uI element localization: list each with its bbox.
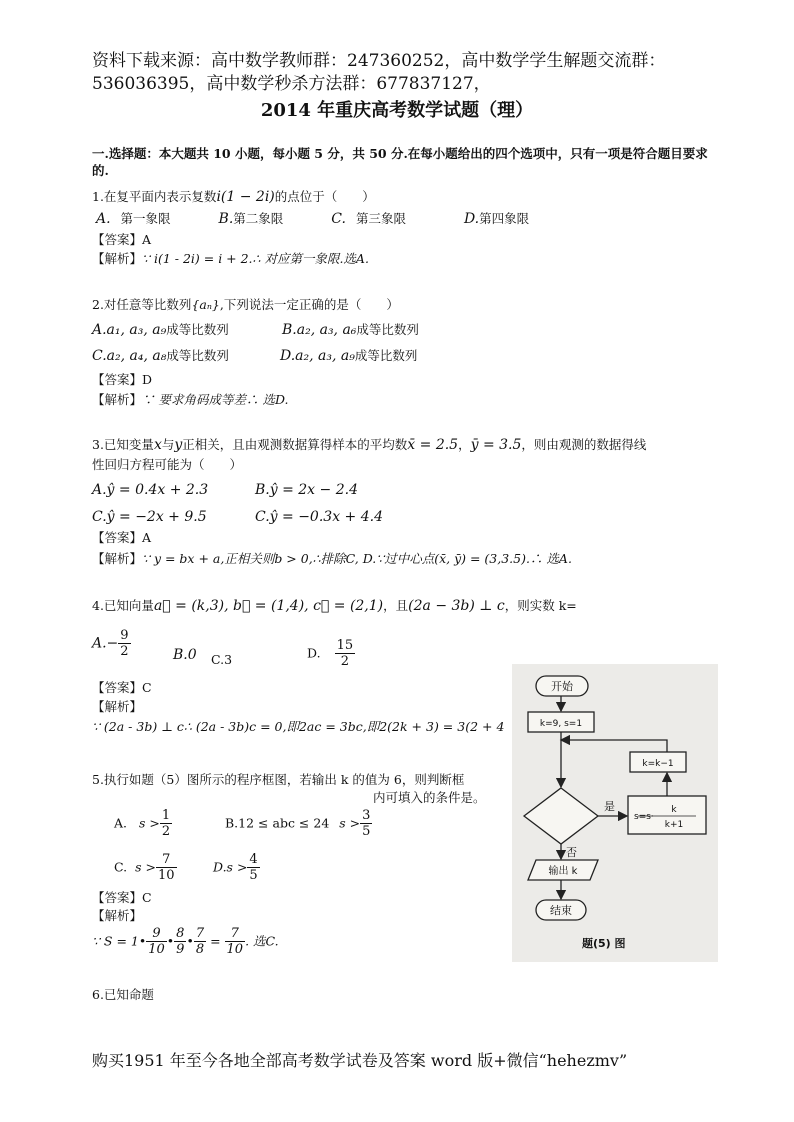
- flow-start-label: 开始: [551, 680, 573, 693]
- q3-option-a: A.ŷ = 0.4x + 2.3: [92, 482, 209, 498]
- fraction: $\frac{7}{10}$: [226, 926, 244, 957]
- q2-option-c: C.a₂, a₄, a₈成等比数列: [92, 348, 229, 364]
- q3-option-c: C.ŷ = −2x + 9.5: [92, 509, 207, 525]
- q1-answer: 【答案】A: [92, 232, 152, 247]
- q3-option-b: B.ŷ = 2x − 2.4: [255, 482, 358, 498]
- q3-analysis: 【解析】∵ y = bx + a,正相关则b > 0,∴排除C, D.∵过中心点(x̄, ȳ) = (3,3.5).∴ 选A.: [92, 551, 572, 566]
- q2-option-a: A.a₁, a₃, a₉成等比数列: [92, 322, 229, 338]
- q5-option-c: C. s > $\frac{7}{10}$: [114, 852, 175, 883]
- flow-update-s-den: k+1: [664, 820, 684, 830]
- fraction: $\frac{7}{10}$: [157, 852, 175, 883]
- q4-option-c: C.3: [211, 652, 233, 667]
- flow-init-label: k=9, s=1: [539, 719, 583, 729]
- q1-analysis: 【解析】∵ i(1 - 2i) = i + 2.∴ 对应第一象限.选A.: [92, 251, 369, 266]
- flow-update-s-num: k: [671, 805, 677, 815]
- q2-answer: 【答案】D: [92, 372, 153, 387]
- q4-option-d: D. $\frac{15}{2}$: [307, 638, 354, 669]
- fraction: $\frac{7}{8}$: [195, 926, 205, 957]
- q3-stem-2: 性回归方程可能为（ ）: [92, 457, 243, 472]
- source-line-2: 536036395，高中数学秒杀方法群：677837127，: [92, 74, 491, 94]
- q2-option-d: D.a₂, a₃, a₉成等比数列: [280, 348, 418, 364]
- fraction: $\frac{9}{2}$: [120, 628, 129, 659]
- q4-option-b: B.0: [173, 647, 197, 663]
- q4-option-a: A.− $\frac{9}{2}$: [92, 628, 129, 659]
- flowchart-figure: [512, 664, 718, 962]
- flowchart-diagram: [512, 664, 718, 962]
- flow-caption: 题(5) 图: [582, 937, 626, 950]
- fraction: $\frac{4}{5}$: [249, 852, 258, 883]
- flow-decision: [524, 788, 598, 844]
- flow-update-s-label: s=s·: [634, 812, 654, 822]
- flow-no-label: 否: [566, 846, 577, 859]
- q3-option-d: C.ŷ = −0.3x + 4.4: [255, 509, 383, 525]
- q6-stem: 6.已知命题: [92, 987, 154, 1002]
- fraction: $\frac{15}{2}$: [336, 638, 354, 669]
- q4-stem: 4.已知向量a⃗ = (k,3), b⃗ = (1,4), c⃗ = (2,1)，且(2a − 3b) ⊥ c，则实数 k=: [92, 598, 577, 614]
- page-title: 2014 年重庆高考数学试题（理）: [260, 100, 534, 121]
- q4-analysis-label: 【解析】: [92, 699, 143, 714]
- q5-stem: 5.执行如题（5）图所示的程序框图，若输出 k 的值为 6，则判断框: [92, 772, 465, 787]
- q4-analysis: ∵ (2a - 3b) ⊥ c∴ (2a - 3b)c = 0,即2ac = 3bc,即2(2k + 3) = 3(2 + 4: [92, 719, 505, 734]
- q1-options: A. 第一象限 B.第二象限 C. 第三象限 D.第四象限: [96, 211, 530, 227]
- footer-ad: 购买1951 年至今各地全部高考数学试卷及答案 word 版+微信“hehezmv”: [92, 1051, 628, 1070]
- flow-output-label: 输出 k: [548, 866, 578, 877]
- q1-expression: i(1 − 2i): [216, 189, 275, 205]
- flow-yes-label: 是: [604, 800, 615, 813]
- section-heading: 一.选择题：本大题共 10 小题，每小题 5 分，共 50 分.在每小题给出的四个选项中，只有一项是符合题目要求的.: [92, 146, 708, 178]
- q3-stem: 3.已知变量x与y正相关，且由观测数据算得样本的平均数x̄ = 2.5，ȳ = 3.5，则由观测的数据得线: [92, 437, 647, 453]
- q5-option-d: D.s > $\frac{4}{5}$: [213, 852, 258, 883]
- q3-answer: 【答案】A: [92, 530, 152, 545]
- q2-stem: 2.对任意等比数列{aₙ},下列说法一定正确的是（ ）: [92, 297, 399, 312]
- q4-answer: 【答案】C: [92, 680, 152, 695]
- q2-option-b: B.a₂, a₃, a₆成等比数列: [282, 322, 419, 338]
- fraction: $\frac{9}{10}$: [148, 926, 165, 957]
- flow-end-label: 结束: [550, 904, 572, 917]
- source-line-1: 资料下载来源：高中数学教师群：247360252，高中数学学生解题交流群：: [92, 51, 666, 71]
- fraction: $\frac{1}{2}$: [161, 808, 171, 839]
- q1-stem: 1.在复平面内表示复数i(1 − 2i)的点位于（ ）: [92, 189, 375, 205]
- q5-analysis: ∵ S = 1• $\frac{9}{10}$ • $\frac{8}{9}$ • $\frac{7}{8}$ = $\frac{7}{10}$ . 选C.: [92, 926, 279, 957]
- fraction: $\frac{8}{9}$: [176, 926, 185, 957]
- fraction: $\frac{3}{5}$: [362, 808, 371, 839]
- q5-option-a: A. s > $\frac{1}{2}$: [114, 808, 171, 839]
- q5-analysis-label: 【解析】: [92, 908, 143, 923]
- q5-option-b: B.12 ≤ abc ≤ 24 s > $\frac{3}{5}$: [225, 808, 371, 839]
- q2-analysis: 【解析】∵ 要求角码成等差∴ 选D.: [92, 392, 289, 407]
- flow-update-k-label: k=k−1: [642, 759, 674, 769]
- q5-answer: 【答案】C: [92, 890, 152, 905]
- q5-stem-2: 内可填入的条件是。: [373, 790, 486, 805]
